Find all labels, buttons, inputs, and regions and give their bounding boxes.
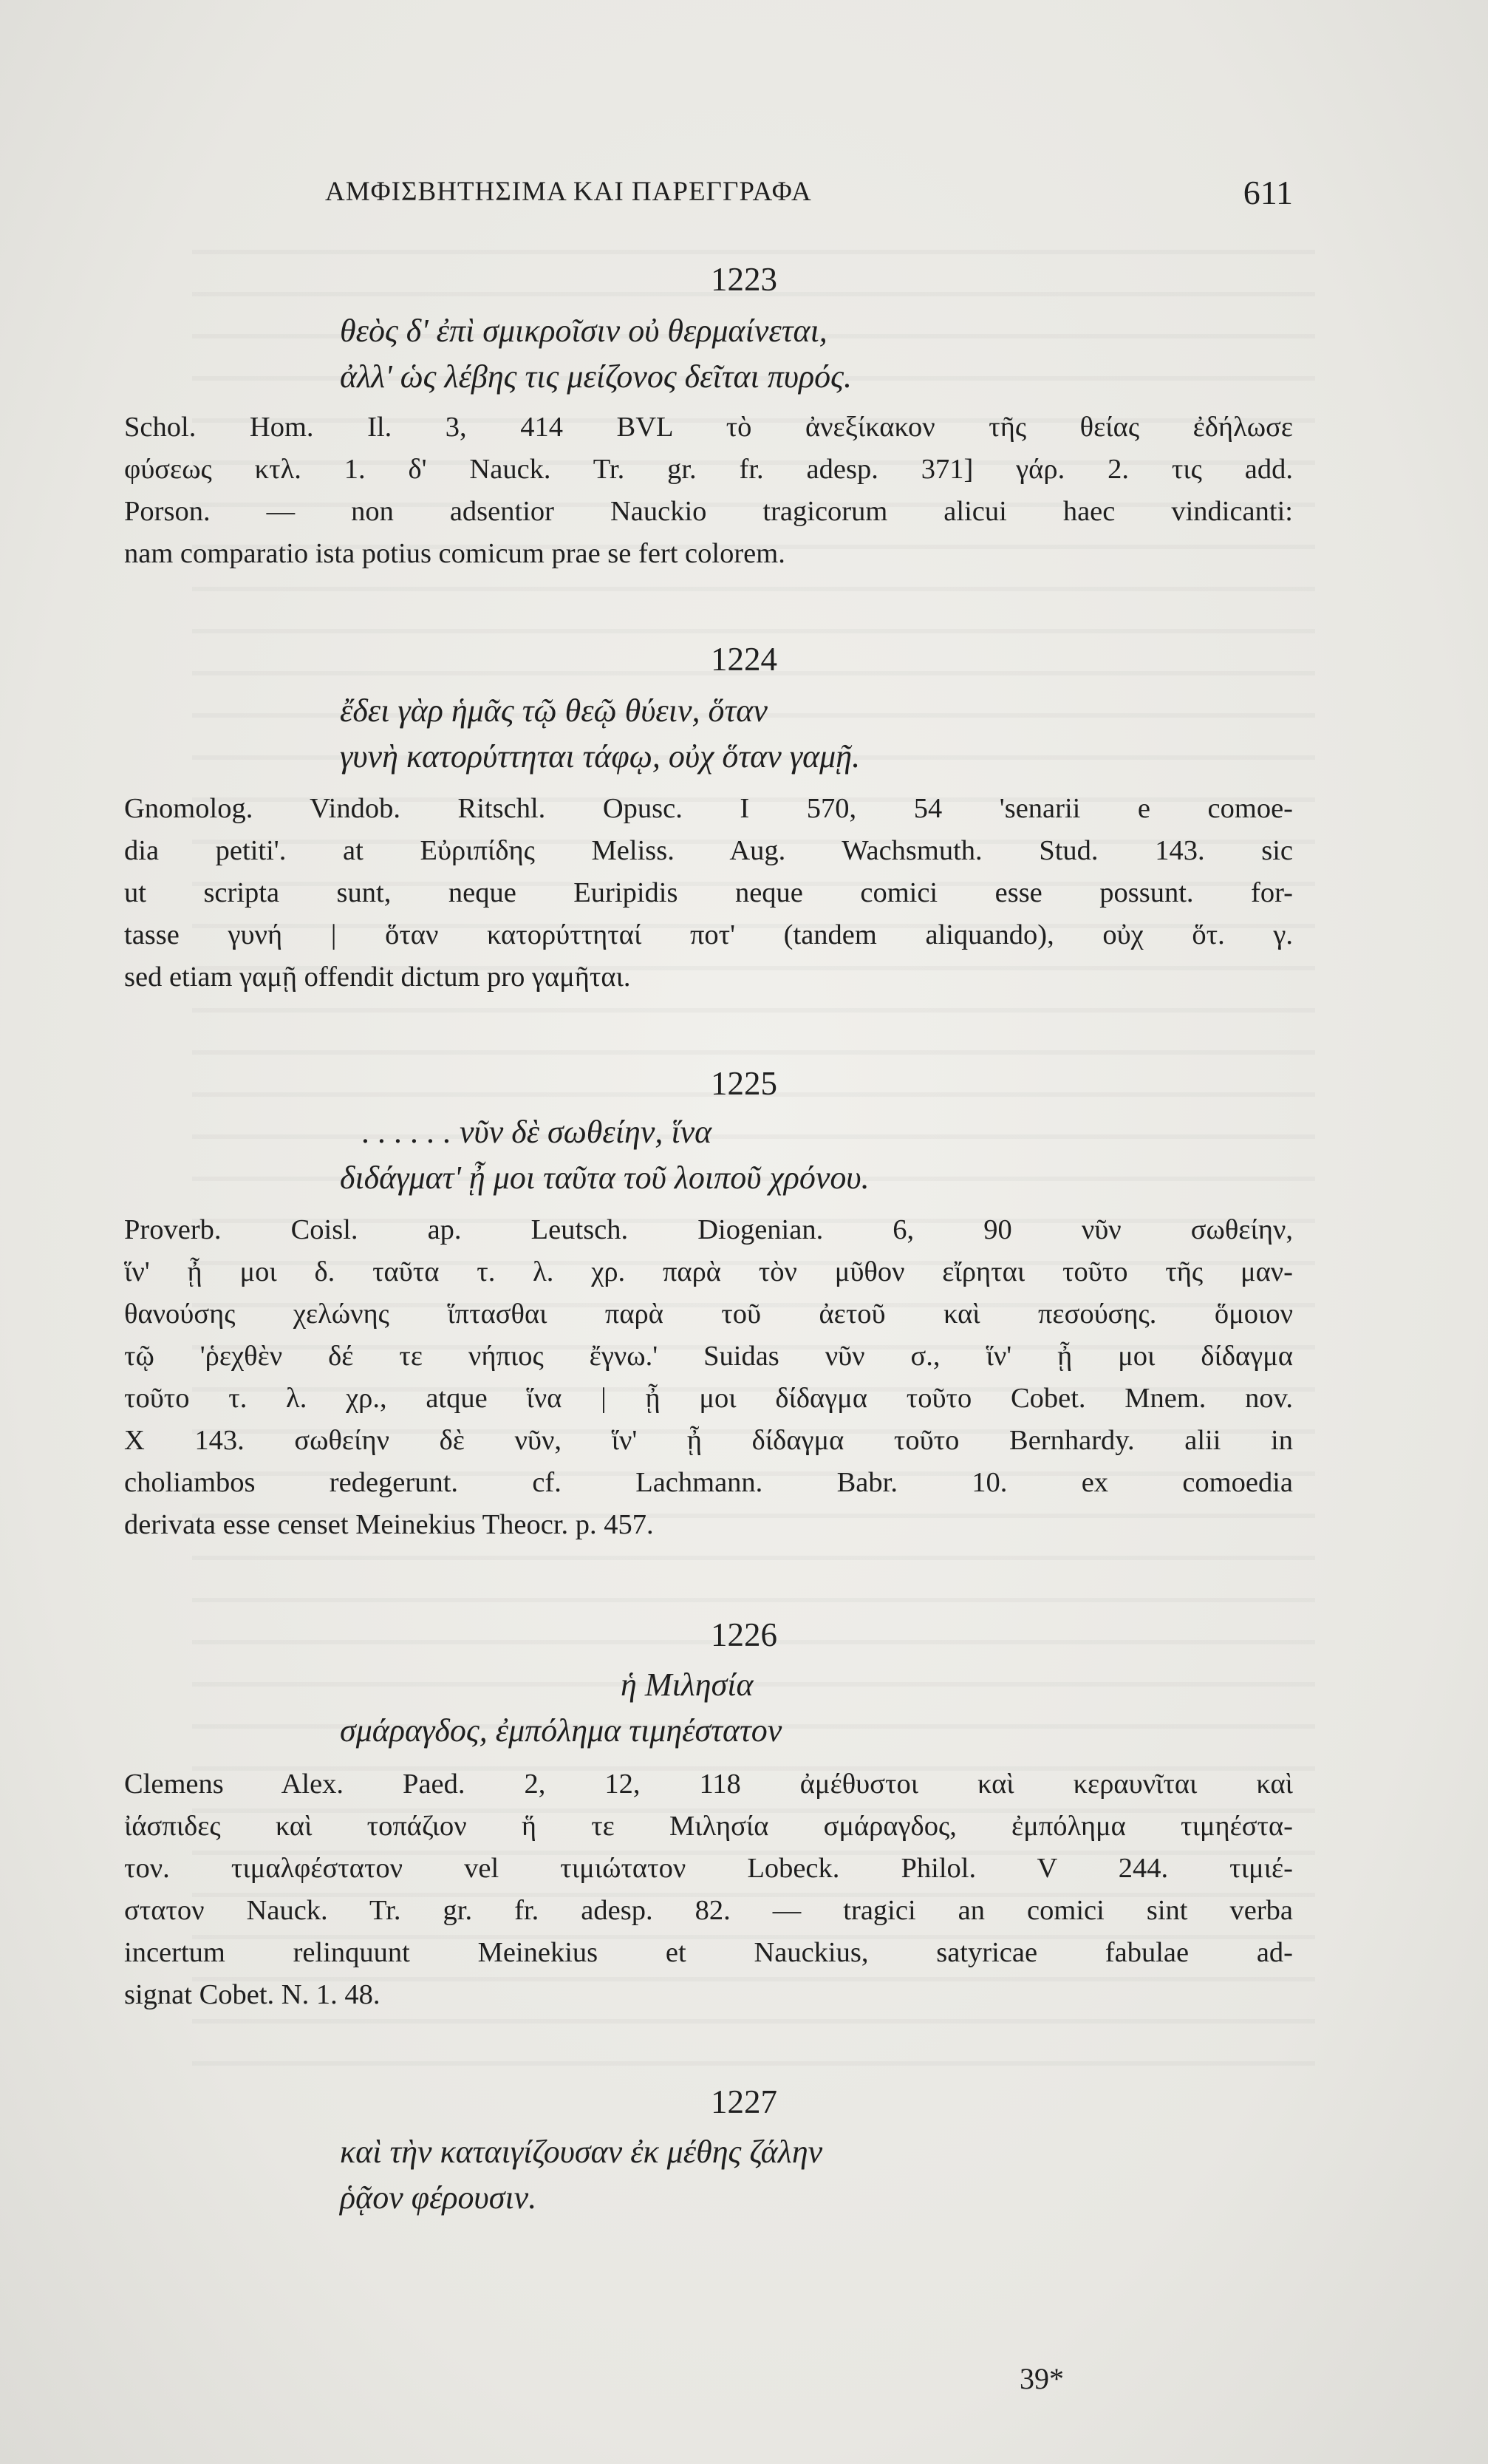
note-line: Proverb. Coisl. ap. Leutsch. Diogenian. 6, 90 νῦν σωθείην, bbox=[124, 1214, 1293, 1245]
note-line: incertum relinquunt Meinekius et Nauckius, satyricae fabulae ad- bbox=[124, 1937, 1293, 1968]
note-line: τον. τιμαλφέστατον vel τιμιώτατον Lobeck. Philol. V 244. τιμιέ- bbox=[124, 1853, 1293, 1884]
verse-line: σμάραγδος, ἐμπόλημα τιμηέστατον bbox=[340, 1712, 782, 1749]
note-line: Clemens Alex. Paed. 2, 12, 118 ἀμέθυστοι καὶ κεραυνῖται καὶ bbox=[124, 1769, 1293, 1800]
note-line: Porson. — non adsentior Nauckio tragicorum alicui haec vindicanti: bbox=[124, 496, 1293, 527]
commentary-note bbox=[124, 406, 1293, 575]
note-line: θανούσης χελώνης ἵπτασθαι παρὰ τοῦ ἀετοῦ καὶ πεσούσης. ὅμοιον bbox=[124, 1299, 1293, 1330]
note-line: στατον Nauck. Tr. gr. fr. adesp. 82. — tragici an comici sint verba bbox=[124, 1895, 1293, 1926]
note-line: nam comparatio ista potius comicum prae se fert colorem. bbox=[124, 538, 785, 569]
commentary-note bbox=[124, 1209, 1293, 1546]
signature-mark: 39* bbox=[1020, 2362, 1064, 2395]
entry-number: 1225 bbox=[711, 1065, 777, 1102]
verse-line: θεὸς δ' ἐπὶ σμικροῖσιν οὐ θερμαίνεται, bbox=[340, 313, 827, 349]
commentary-note bbox=[124, 1763, 1293, 2016]
note-line: derivata esse censet Meinekius Theocr. p. 457. bbox=[124, 1509, 654, 1540]
commentary-note bbox=[124, 788, 1293, 998]
verse-line: . . . . . . νῦν δὲ σωθείην, ἵνα bbox=[362, 1114, 712, 1150]
entry-number: 1223 bbox=[711, 261, 777, 298]
note-line: φύσεως κτλ. 1. δ' Nauck. Tr. gr. fr. adesp. 371] γάρ. 2. τις add. bbox=[124, 454, 1293, 485]
verse-line: καὶ τὴν καταιγίζουσαν ἐκ μέθης ζάλην bbox=[340, 2134, 823, 2170]
verse-line: ἀλλ' ὡς λέβης τις μείζονος δεῖται πυρός. bbox=[340, 358, 852, 395]
entry-number: 1226 bbox=[711, 1616, 777, 1653]
note-line: Gnomolog. Vindob. Ritschl. Opusc. I 570, 54 'senarii e comoe- bbox=[124, 793, 1293, 824]
note-line: ut scripta sunt, neque Euripidis neque comici esse possunt. for- bbox=[124, 877, 1293, 908]
verse-line: ῥᾷον φέρουσιν. bbox=[340, 2179, 537, 2216]
note-line: ἰάσπιδες καὶ τοπάζιον ἥ τε Μιλησία σμάραγδος, ἐμπόλημα τιμηέστα- bbox=[124, 1811, 1293, 1842]
verse-line: διδάγματ' ᾖ μοι ταῦτα τοῦ λοιποῦ χρόνου. bbox=[340, 1160, 870, 1196]
note-line: signat Cobet. N. 1. 48. bbox=[124, 1979, 380, 2010]
note-line: Schol. Hom. Il. 3, 414 BVL τὸ ἀνεξίκακον τῆς θείας ἐδήλωσε bbox=[124, 412, 1293, 443]
note-line: ἵν' ᾖ μοι δ. ταῦτα τ. λ. χρ. παρὰ τὸν μῦθον εἴρηται τοῦτο τῆς μαν- bbox=[124, 1256, 1293, 1287]
entry-number: 1224 bbox=[711, 641, 777, 678]
note-line: X 143. σωθείην δὲ νῦν, ἵν' ᾖ δίδαγμα τοῦτο Bernhardy. alii in bbox=[124, 1425, 1293, 1456]
note-line: choliambos redegerunt. cf. Lachmann. Babr. 10. ex comoedia bbox=[124, 1467, 1293, 1498]
verse-line: ἡ Μιλησία bbox=[621, 1667, 754, 1703]
entry-number: 1227 bbox=[711, 2083, 777, 2120]
verse-line: γυνὴ κατορύττηται τάφῳ, οὐχ ὅταν γαμῇ. bbox=[340, 738, 861, 775]
page-number: 611 bbox=[1243, 174, 1293, 211]
note-line: dia petiti'. at Εὐριπίδης Meliss. Aug. Wachsmuth. Stud. 143. sic bbox=[124, 835, 1293, 866]
page-header bbox=[325, 176, 1293, 220]
note-line: τοῦτο τ. λ. χρ., atque ἵνα | ᾖ μοι δίδαγμα τοῦτο Cobet. Mnem. nov. bbox=[124, 1383, 1293, 1414]
running-title: ΑΜΦΙΣΒΗΤΗΣΙΜΑ ΚΑΙ ΠΑΡΕΓΓΡΑΦΑ bbox=[325, 177, 812, 207]
note-line: sed etiam γαμῇ offendit dictum pro γαμῆται. bbox=[124, 962, 631, 993]
verse-line: ἔδει γὰρ ἡμᾶς τῷ θεῷ θύειν, ὅταν bbox=[340, 692, 768, 729]
note-line: tasse γυνή | ὅταν κατορύττηταί ποτ' (tandem aliquando), οὐχ ὅτ. γ. bbox=[124, 919, 1293, 950]
note-line: τῷ 'ῥεχθὲν δέ τε νήπιος ἔγνω.' Suidas νῦν σ., ἵν' ᾖ μοι δίδαγμα bbox=[124, 1341, 1293, 1372]
